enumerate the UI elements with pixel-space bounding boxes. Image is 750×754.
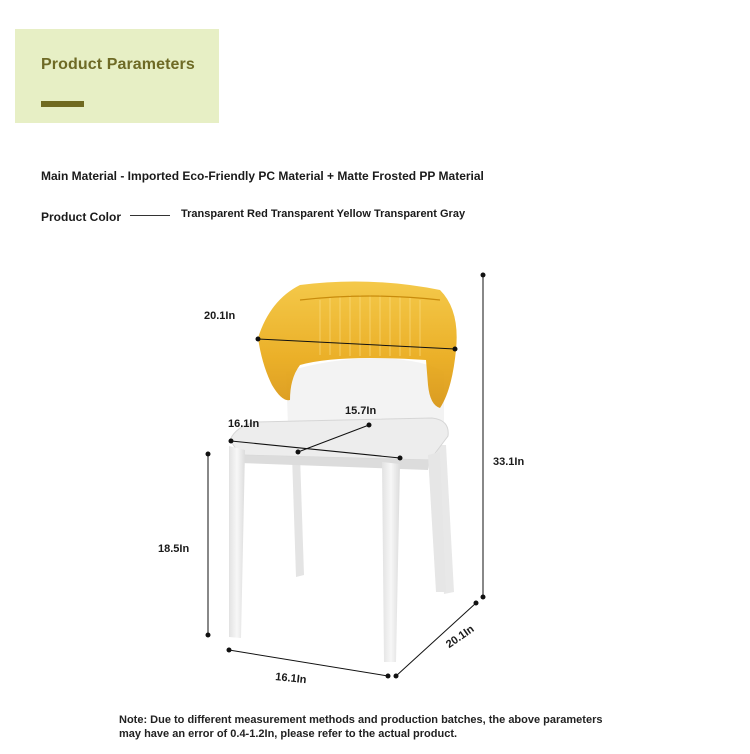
material-spec: Main Material - Imported Eco-Friendly PC Material + Matte Frosted PP Material — [41, 169, 484, 183]
note-line-1: Note: Due to different measurement methods and production batches, the above parameters — [119, 714, 603, 726]
color-values: Transparent Red Transparent Yellow Transparent Gray — [181, 208, 466, 220]
chair-frame — [229, 358, 454, 662]
dim-backrest-width: 20.1In — [204, 310, 236, 322]
dim-base-depth: 20.1In — [444, 623, 477, 651]
color-label: Product Color — [41, 210, 121, 224]
dim-base-width: 16.1In — [274, 671, 308, 687]
dim-seat-front-width: 16.1In — [228, 418, 260, 430]
dim-total-height: 33.1In — [493, 456, 525, 468]
note-line-2: may have an error of 0.4-1.2In, please refer to the actual product. — [119, 728, 458, 740]
dim-seat-height: 18.5In — [158, 543, 190, 555]
section-title: Product Parameters — [41, 56, 195, 73]
measurement-note — [119, 713, 639, 741]
dim-seat-depth: 15.7In — [345, 405, 377, 417]
